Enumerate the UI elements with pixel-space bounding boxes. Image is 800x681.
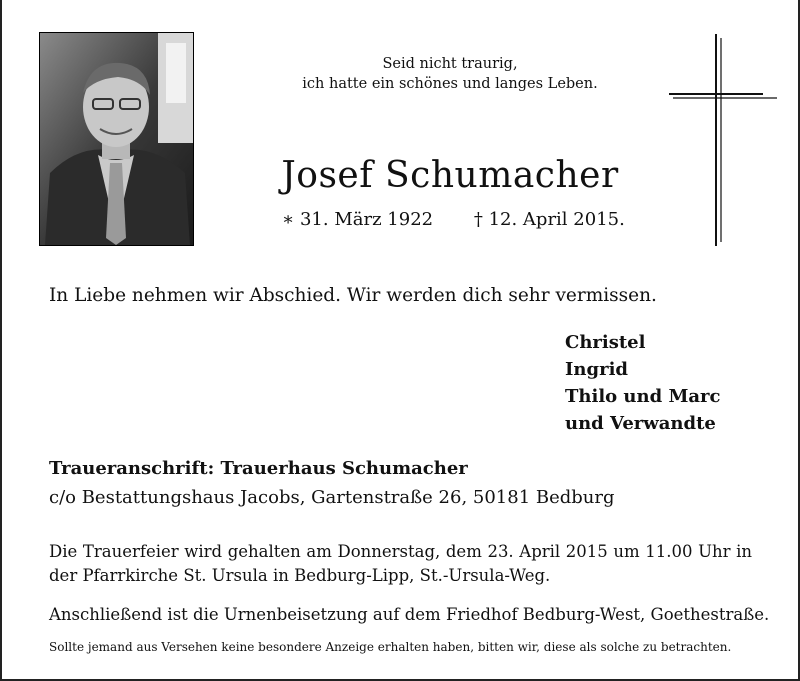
mourner-name: und Verwandte [565,413,716,434]
funeral-service-text: Die Trauerfeier wird gehalten am Donnerstag, dem 23. April 2015 um 11.00 Uhr in der Pfarrkirche St. Ursula in Bedburg-Lipp, St.-Ursula-Weg. [49,542,752,585]
burial-text: Anschließend ist die Urnenbeisetzung auf dem Friedhof Bedburg-West, Goethestraße. [49,605,770,624]
mourning-address: c/o Bestattungshaus Jacobs, Gartenstraße 26, 50181 Bedburg [49,487,615,508]
mourner-name: Thilo und Marc [565,386,721,407]
mourning-address-heading: Traueranschrift: Trauerhaus Schumacher [49,458,468,479]
death-symbol: † [473,209,483,230]
deceased-name: Josef Schumacher [281,155,619,196]
footnote: Sollte jemand aus Versehen keine besondere Anzeige erhalten haben, bitten wir, diese als solche zu betrachten. [49,640,732,654]
mourners-list [565,329,721,437]
mourner-name: Christel [565,332,646,353]
portrait-photo [39,32,194,246]
mourner-name: Ingrid [565,359,628,380]
quote-line-2: ich hatte ein schönes und langes Leben. [302,76,598,92]
quote [252,54,648,94]
life-dates [282,209,625,230]
birth-date: 31. März 1922 [299,209,434,230]
birth-symbol: ∗ [282,209,295,230]
cross-icon [667,34,782,250]
farewell-text: In Liebe nehmen wir Abschied. Wir werden dich sehr vermissen. [49,285,657,306]
death-date: 12. April 2015. [488,209,625,230]
quote-line-1: Seid nicht traurig, [382,56,518,72]
